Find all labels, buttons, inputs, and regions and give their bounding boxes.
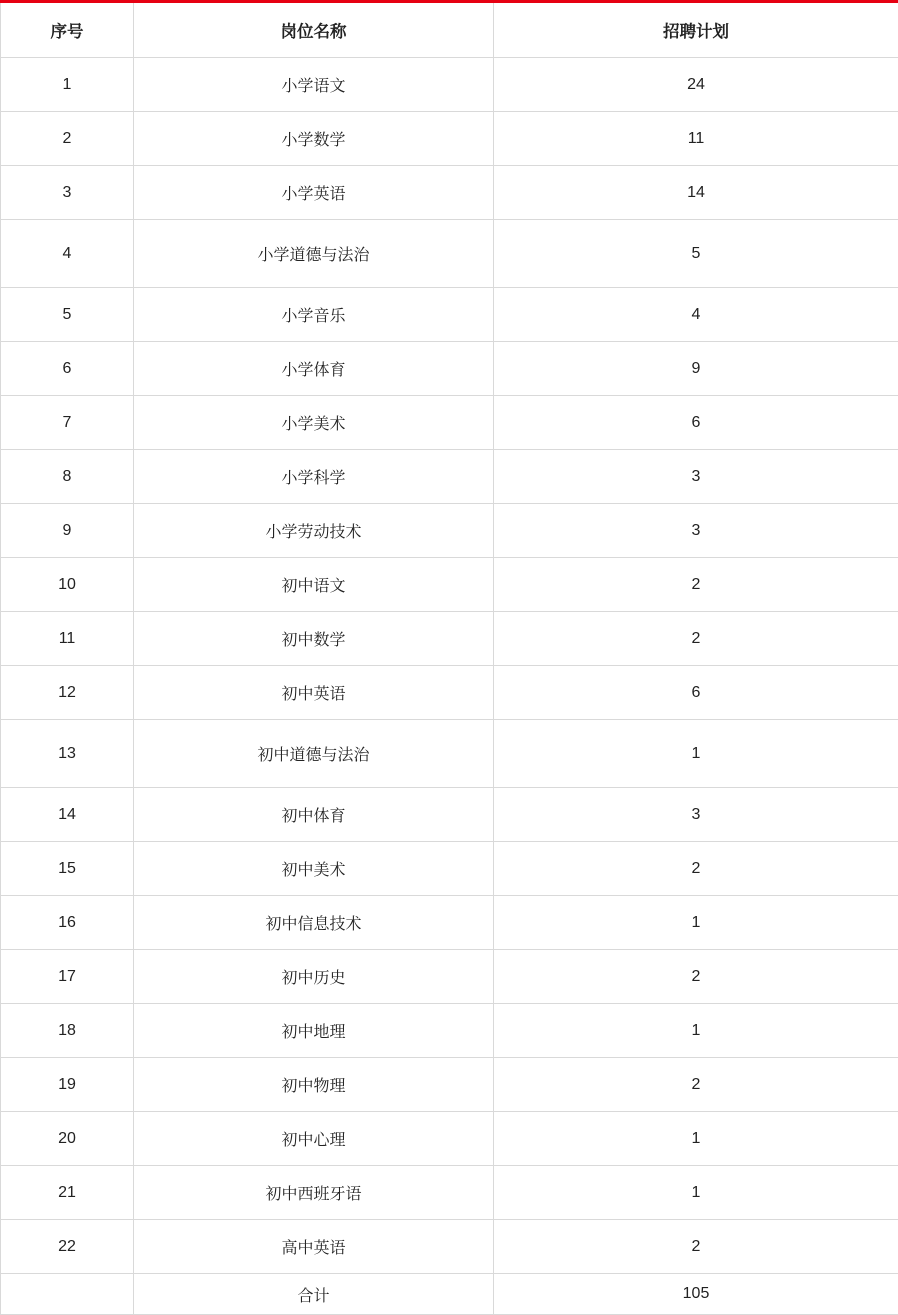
table-row: [1, 720, 898, 788]
table-row: [1, 288, 898, 342]
table-body: [1, 58, 898, 1315]
cell-index: 3: [1, 166, 134, 220]
cell-position-name: 小学美术: [134, 396, 494, 450]
cell-position-name: 初中物理: [134, 1058, 494, 1112]
cell-position-name: 初中历史: [134, 950, 494, 1004]
table-row: [1, 1004, 898, 1058]
cell-index: 8: [1, 450, 134, 504]
cell-position-name: 初中体育: [134, 788, 494, 842]
table-row: [1, 450, 898, 504]
cell-recruitment-plan: 14: [494, 166, 898, 220]
cell-index: 10: [1, 558, 134, 612]
cell-recruitment-plan: 6: [494, 396, 898, 450]
cell-recruitment-plan: 2: [494, 558, 898, 612]
cell-index: 12: [1, 666, 134, 720]
cell-recruitment-plan: 1: [494, 896, 898, 950]
cell-position-name: 高中英语: [134, 1220, 494, 1274]
cell-recruitment-plan: 6: [494, 666, 898, 720]
table-row: [1, 396, 898, 450]
cell-position-name: 小学道德与法治: [134, 220, 494, 288]
cell-index: 19: [1, 1058, 134, 1112]
cell-position-name: 初中英语: [134, 666, 494, 720]
cell-position-name: 小学劳动技术: [134, 504, 494, 558]
cell-recruitment-plan: 3: [494, 504, 898, 558]
cell-position-name: 初中美术: [134, 842, 494, 896]
table-row: [1, 58, 898, 112]
cell-position-name: 小学科学: [134, 450, 494, 504]
table-row: [1, 1166, 898, 1220]
cell-index: 20: [1, 1112, 134, 1166]
table-row: [1, 220, 898, 288]
cell-index: 16: [1, 896, 134, 950]
table-row: [1, 342, 898, 396]
cell-total-label: 合计: [134, 1274, 494, 1315]
cell-position-name: 小学体育: [134, 342, 494, 396]
column-header-index: 序号: [1, 3, 134, 58]
cell-total-plan: 105: [494, 1274, 898, 1315]
cell-position-name: 小学数学: [134, 112, 494, 166]
table-row: [1, 166, 898, 220]
cell-recruitment-plan: 11: [494, 112, 898, 166]
table-row: [1, 1112, 898, 1166]
cell-index: 22: [1, 1220, 134, 1274]
cell-recruitment-plan: 2: [494, 612, 898, 666]
table-row: [1, 612, 898, 666]
cell-position-name: 初中道德与法治: [134, 720, 494, 788]
cell-recruitment-plan: 9: [494, 342, 898, 396]
cell-index: 14: [1, 788, 134, 842]
cell-recruitment-plan: 1: [494, 720, 898, 788]
cell-position-name: 小学语文: [134, 58, 494, 112]
cell-position-name: 小学英语: [134, 166, 494, 220]
cell-recruitment-plan: 1: [494, 1112, 898, 1166]
cell-index: 2: [1, 112, 134, 166]
table-row: [1, 896, 898, 950]
cell-recruitment-plan: 1: [494, 1004, 898, 1058]
cell-position-name: 初中西班牙语: [134, 1166, 494, 1220]
cell-index: 13: [1, 720, 134, 788]
cell-index: 11: [1, 612, 134, 666]
cell-position-name: 初中语文: [134, 558, 494, 612]
cell-index: 7: [1, 396, 134, 450]
cell-recruitment-plan: 4: [494, 288, 898, 342]
column-header-recruitment-plan: 招聘计划: [494, 3, 898, 58]
cell-index: 5: [1, 288, 134, 342]
table-row: [1, 1220, 898, 1274]
table-total-row: [1, 1274, 898, 1315]
cell-recruitment-plan: 24: [494, 58, 898, 112]
cell-position-name: 小学音乐: [134, 288, 494, 342]
table-header-row: [1, 3, 898, 58]
table-row: [1, 950, 898, 1004]
cell-recruitment-plan: 5: [494, 220, 898, 288]
table-row: [1, 842, 898, 896]
table-row: [1, 666, 898, 720]
cell-recruitment-plan: 2: [494, 1058, 898, 1112]
cell-recruitment-plan: 1: [494, 1166, 898, 1220]
cell-index: 4: [1, 220, 134, 288]
table-header: [1, 3, 898, 58]
cell-position-name: 初中心理: [134, 1112, 494, 1166]
cell-total-spacer: [1, 1274, 134, 1315]
cell-recruitment-plan: 3: [494, 450, 898, 504]
table-row: [1, 504, 898, 558]
cell-index: 21: [1, 1166, 134, 1220]
cell-recruitment-plan: 3: [494, 788, 898, 842]
cell-position-name: 初中地理: [134, 1004, 494, 1058]
cell-recruitment-plan: 2: [494, 950, 898, 1004]
cell-position-name: 初中数学: [134, 612, 494, 666]
table-row: [1, 112, 898, 166]
cell-index: 17: [1, 950, 134, 1004]
recruitment-plan-table: [0, 3, 898, 1315]
column-header-position-name: 岗位名称: [134, 3, 494, 58]
cell-index: 15: [1, 842, 134, 896]
table-row: [1, 788, 898, 842]
cell-recruitment-plan: 2: [494, 842, 898, 896]
cell-recruitment-plan: 2: [494, 1220, 898, 1274]
table-row: [1, 1058, 898, 1112]
cell-position-name: 初中信息技术: [134, 896, 494, 950]
cell-index: 18: [1, 1004, 134, 1058]
cell-index: 9: [1, 504, 134, 558]
cell-index: 1: [1, 58, 134, 112]
cell-index: 6: [1, 342, 134, 396]
table-row: [1, 558, 898, 612]
